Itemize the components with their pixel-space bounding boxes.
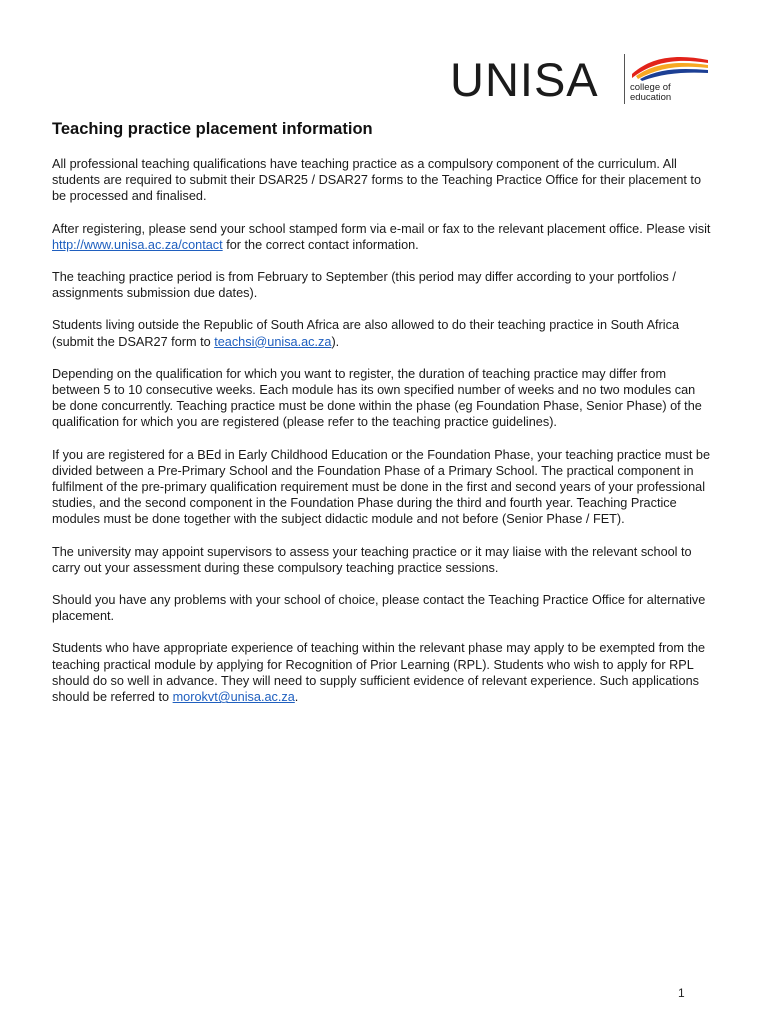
logo-college-line1: college of (630, 82, 671, 93)
paragraph-outside-rsa (52, 317, 712, 349)
paragraph-supervisors: The university may appoint supervisors to assess your teaching practice or it may liaise with the relevant school to carry out your assessment during these compulsory teaching practice sessions. (52, 544, 692, 575)
logo-college-text (630, 83, 671, 103)
morokvt-email-link[interactable]: morokvt@unisa.ac.za (172, 690, 295, 705)
paragraph-duration: Depending on the qualification for which you want to register, the duration of teaching practice may differ from between 5 to 10 consecutive weeks. Each module has its own specified number of weeks and no two modules can be done concurrently. Teaching practice must be done within the phase (eg Foundation Phase, Senior Phase) of the qualification for which you are registered (please refer to the teaching practice guidelines). (52, 366, 702, 430)
paragraph-rpl (52, 640, 712, 705)
contact-link[interactable]: http://www.unisa.ac.za/contact (52, 237, 223, 252)
unisa-flag-logo-icon (630, 52, 710, 82)
unisa-logo (450, 50, 720, 110)
paragraph-registering-text: After registering, please send your school stamped form via e-mail or fax to the relevant placement office. Please visit (52, 221, 711, 236)
paragraph-outside-rsa-text-end: ). (331, 334, 340, 349)
paragraph-rpl-text-end: . (294, 690, 299, 705)
logo-wordmark: UNISA (450, 53, 599, 106)
paragraph-bed: If you are registered for a BEd in Early Childhood Education or the Foundation Phase, your teaching practice must be divided between a Pre-Primary School and the Foundation Phase of a Primary School. The practical component in fulfilment of the pre-primary qualification requirement must be done in the first and second years of your professional studies, and the second component in the Foundation Phase during the third and fourth year. Teaching Practice modules must be done together with the subject didactic module and not before (Senior Phase / FET). (52, 447, 711, 527)
paragraph-rpl-text: Students who have appropriate experience of teaching within the relevant phase may apply to be exempted from the teaching practical module by applying for Recognition of Prior Learning (RPL). Students who wish to apply for RPL should do so well in advance. They will need to supply sufficient evidence of relevant experience. Such applications should be referred to (52, 641, 706, 705)
paragraph-period: The teaching practice period is from February to September (this period may differ according to your portfolios / assignments submission due dates). (52, 270, 676, 301)
paragraph-registering (52, 221, 712, 253)
page-title: Teaching practice placement information (52, 120, 373, 138)
paragraph-outside-rsa-text: Students living outside the Republic of South Africa are also allowed to do their teaching practice in South Africa (submit the DSAR27 form to (52, 318, 679, 349)
logo-college-line2: education (630, 92, 672, 103)
logo-divider (624, 54, 625, 104)
paragraph-registering-text-end: for the correct contact information. (222, 237, 419, 252)
paragraph-problems: Should you have any problems with your school of choice, please contact the Teaching Practice Office for alternative placement. (52, 593, 706, 624)
document-body (52, 119, 712, 721)
paragraph-compulsory: All professional teaching qualifications have teaching practice as a compulsory component of the curriculum. All students are required to submit their DSAR25 / DSAR27 forms to the Teaching Practice Office for their placement to be processed and finalised. (52, 157, 702, 204)
page-number: 1 (678, 986, 685, 1000)
teachsi-email-link[interactable]: teachsi@unisa.ac.za (214, 334, 332, 349)
